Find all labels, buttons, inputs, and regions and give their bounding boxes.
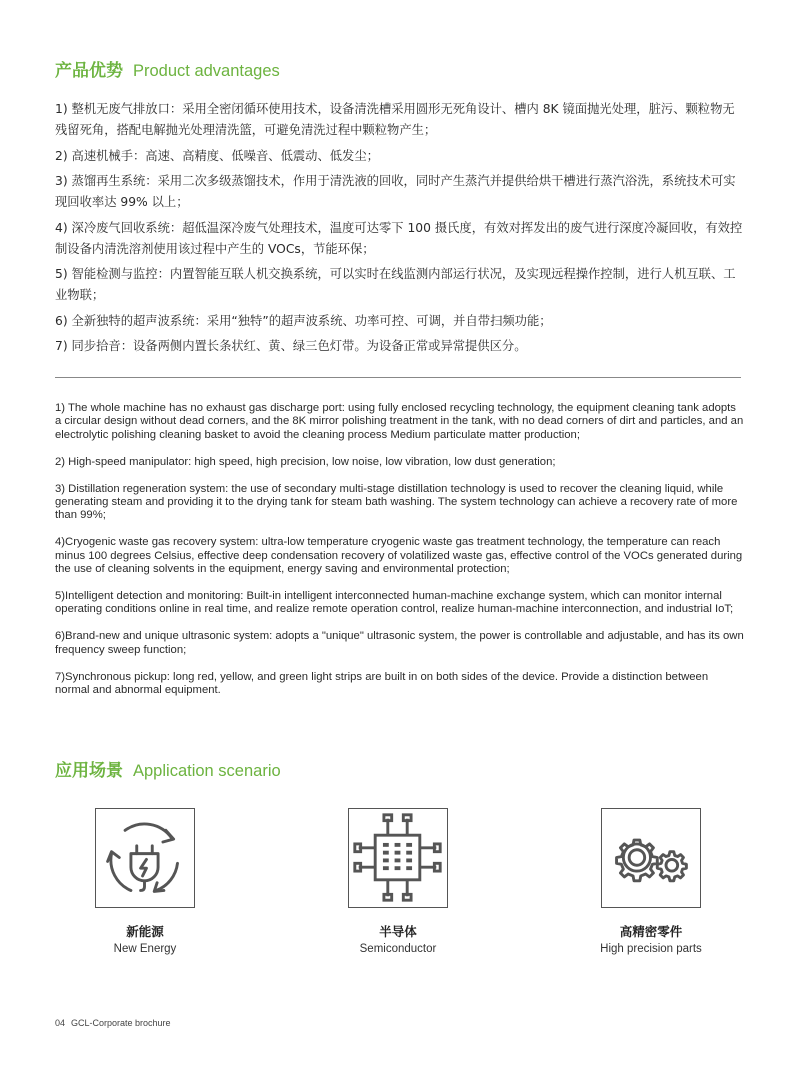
advantage-item-cn: 2) 高速机械手：高速、高精度、低噪音、低震动、低发尘；: [55, 148, 379, 163]
scenario-icon-box: [601, 808, 701, 908]
scenario-card-semiconductor: [318, 808, 478, 955]
advantage-item-cn: 4) 深冷废气回收系统：超低温深冷废气处理技术，温度可达零下 100 摄氏度，有效对挥发出的废气进行深度冷凝回收，有效控制设备内清洗溶剂使用该过程中产生的 VOCs，节能环保；: [55, 220, 743, 256]
page-footer: [55, 1018, 171, 1028]
section-title-product-advantages: [55, 56, 280, 81]
scenario-card-new-energy: [65, 808, 225, 955]
advantage-item-cn: 7) 同步拾音：设备两侧内置长条状红、黄、绿三色灯带。为设备正常或异常提供区分。: [55, 339, 527, 353]
scenario-label-en: New Energy: [113, 943, 177, 955]
advantage-item-cn: 6) 全新独特的超声波系统：采用“独特”的超声波系统、功率可控、可调，并自带扫频功能；: [55, 313, 552, 328]
scenario-icon-box: [95, 808, 195, 908]
page-number: 04: [55, 1018, 66, 1028]
advantages-list-cn: [55, 99, 745, 362]
advantage-item-cn: 1) 整机无废气排放口：采用全密闭循环使用技术，设备清洗槽采用圆形无死角设计、槽内 8K 镜面抛光处理，脏污、颗粒物无残留死角，搭配电解抛光处理清洗篮，可避免清洗过程中颗粒物产生；: [55, 102, 735, 137]
scenario-icon-box: [348, 808, 448, 908]
advantage-item-en: 2) High-speed manipulator: high speed, high precision, low noise, low vibration, low dust generation;: [55, 455, 556, 468]
advantage-item-en: 6)Brand-new and unique ultrasonic system: adopts a "unique" ultrasonic system, the power is controllable and adjustable, and has its own frequency sweep function;: [55, 630, 744, 656]
advantage-item-en: 3) Distillation regeneration system: the use of secondary multi-stage distillation technology is used to recover the cleaning liquid, while generating steam and providing it to the drying tank for steam bath washing. The system technology can achieve a recovery rate of more than 99%;: [55, 482, 738, 522]
advantages-list-en: [55, 402, 745, 711]
section-title-application-scenario: [55, 756, 281, 781]
section-title-cn: 应用场景: [55, 761, 123, 781]
section-divider: [55, 377, 741, 378]
scenario-label-cn: 半导体: [379, 924, 417, 939]
advantage-item-en: 5)Intelligent detection and monitoring: Built-in intelligent interconnected human-machine exchange system, which can monitor internal operating conditions online in real time, and realize remote operation control, realize human-machine interconnection, and industrial IoT;: [55, 590, 734, 616]
scenario-label-cn: 新能源: [126, 924, 164, 939]
advantage-item-cn: 5) 智能检测与监控：内置智能互联人机交换系统，可以实时在线监测内部运行状况，及实现远程操作控制，进行人机互联、工业物联；: [55, 267, 736, 302]
scenario-card-high-precision-parts: [571, 808, 731, 955]
gears-icon: [602, 809, 699, 906]
section-title-cn: 产品优势: [55, 61, 123, 81]
advantage-item-en: 7)Synchronous pickup: long red, yellow, and green light strips are built in on both sides of the device. Provide a distinction between normal and abnormal equipment.: [55, 670, 709, 697]
scenario-label-en: High precision parts: [600, 943, 702, 955]
chip-icon: [349, 809, 446, 906]
section-title-en: Application scenario: [133, 762, 281, 780]
advantage-item-en: 1) The whole machine has no exhaust gas discharge port: using fully enclosed recycling technology, the equipment cleaning tank adopts a circular design without dead corners, and the 8K mirror polishing treatment in the tank, with no dead corners of dirt and particles, and an electrolytic polishing cleaning basket to avoid the cleaning process Medium particulate matter production;: [55, 402, 744, 441]
scenario-label-en: Semiconductor: [359, 943, 437, 955]
footer-text: GCL-Corporate brochure: [71, 1018, 171, 1028]
advantage-item-en: 4)Cryogenic waste gas recovery system: ultra-low temperature cryogenic waste gas treatment technology, the temperature can reach minus 100 degrees Celsius, effective deep condensation recovery of volatilized waste gas, effective control of the VOCs generated during the use of cleaning solvents in the equipment, energy saving and environmental protection;: [55, 536, 743, 576]
advantage-item-cn: 3) 蒸馏再生系统：采用二次多级蒸馏技术，作用于清洗液的回收，同时产生蒸汽并提供给烘干槽进行蒸汽浴洗，系统技术可实现回收率达 99% 以上；: [55, 174, 736, 209]
scenario-label-cn: 高精密零件: [619, 924, 683, 939]
section-title-en: Product advantages: [133, 62, 280, 80]
energy-plug-icon: [96, 809, 193, 906]
